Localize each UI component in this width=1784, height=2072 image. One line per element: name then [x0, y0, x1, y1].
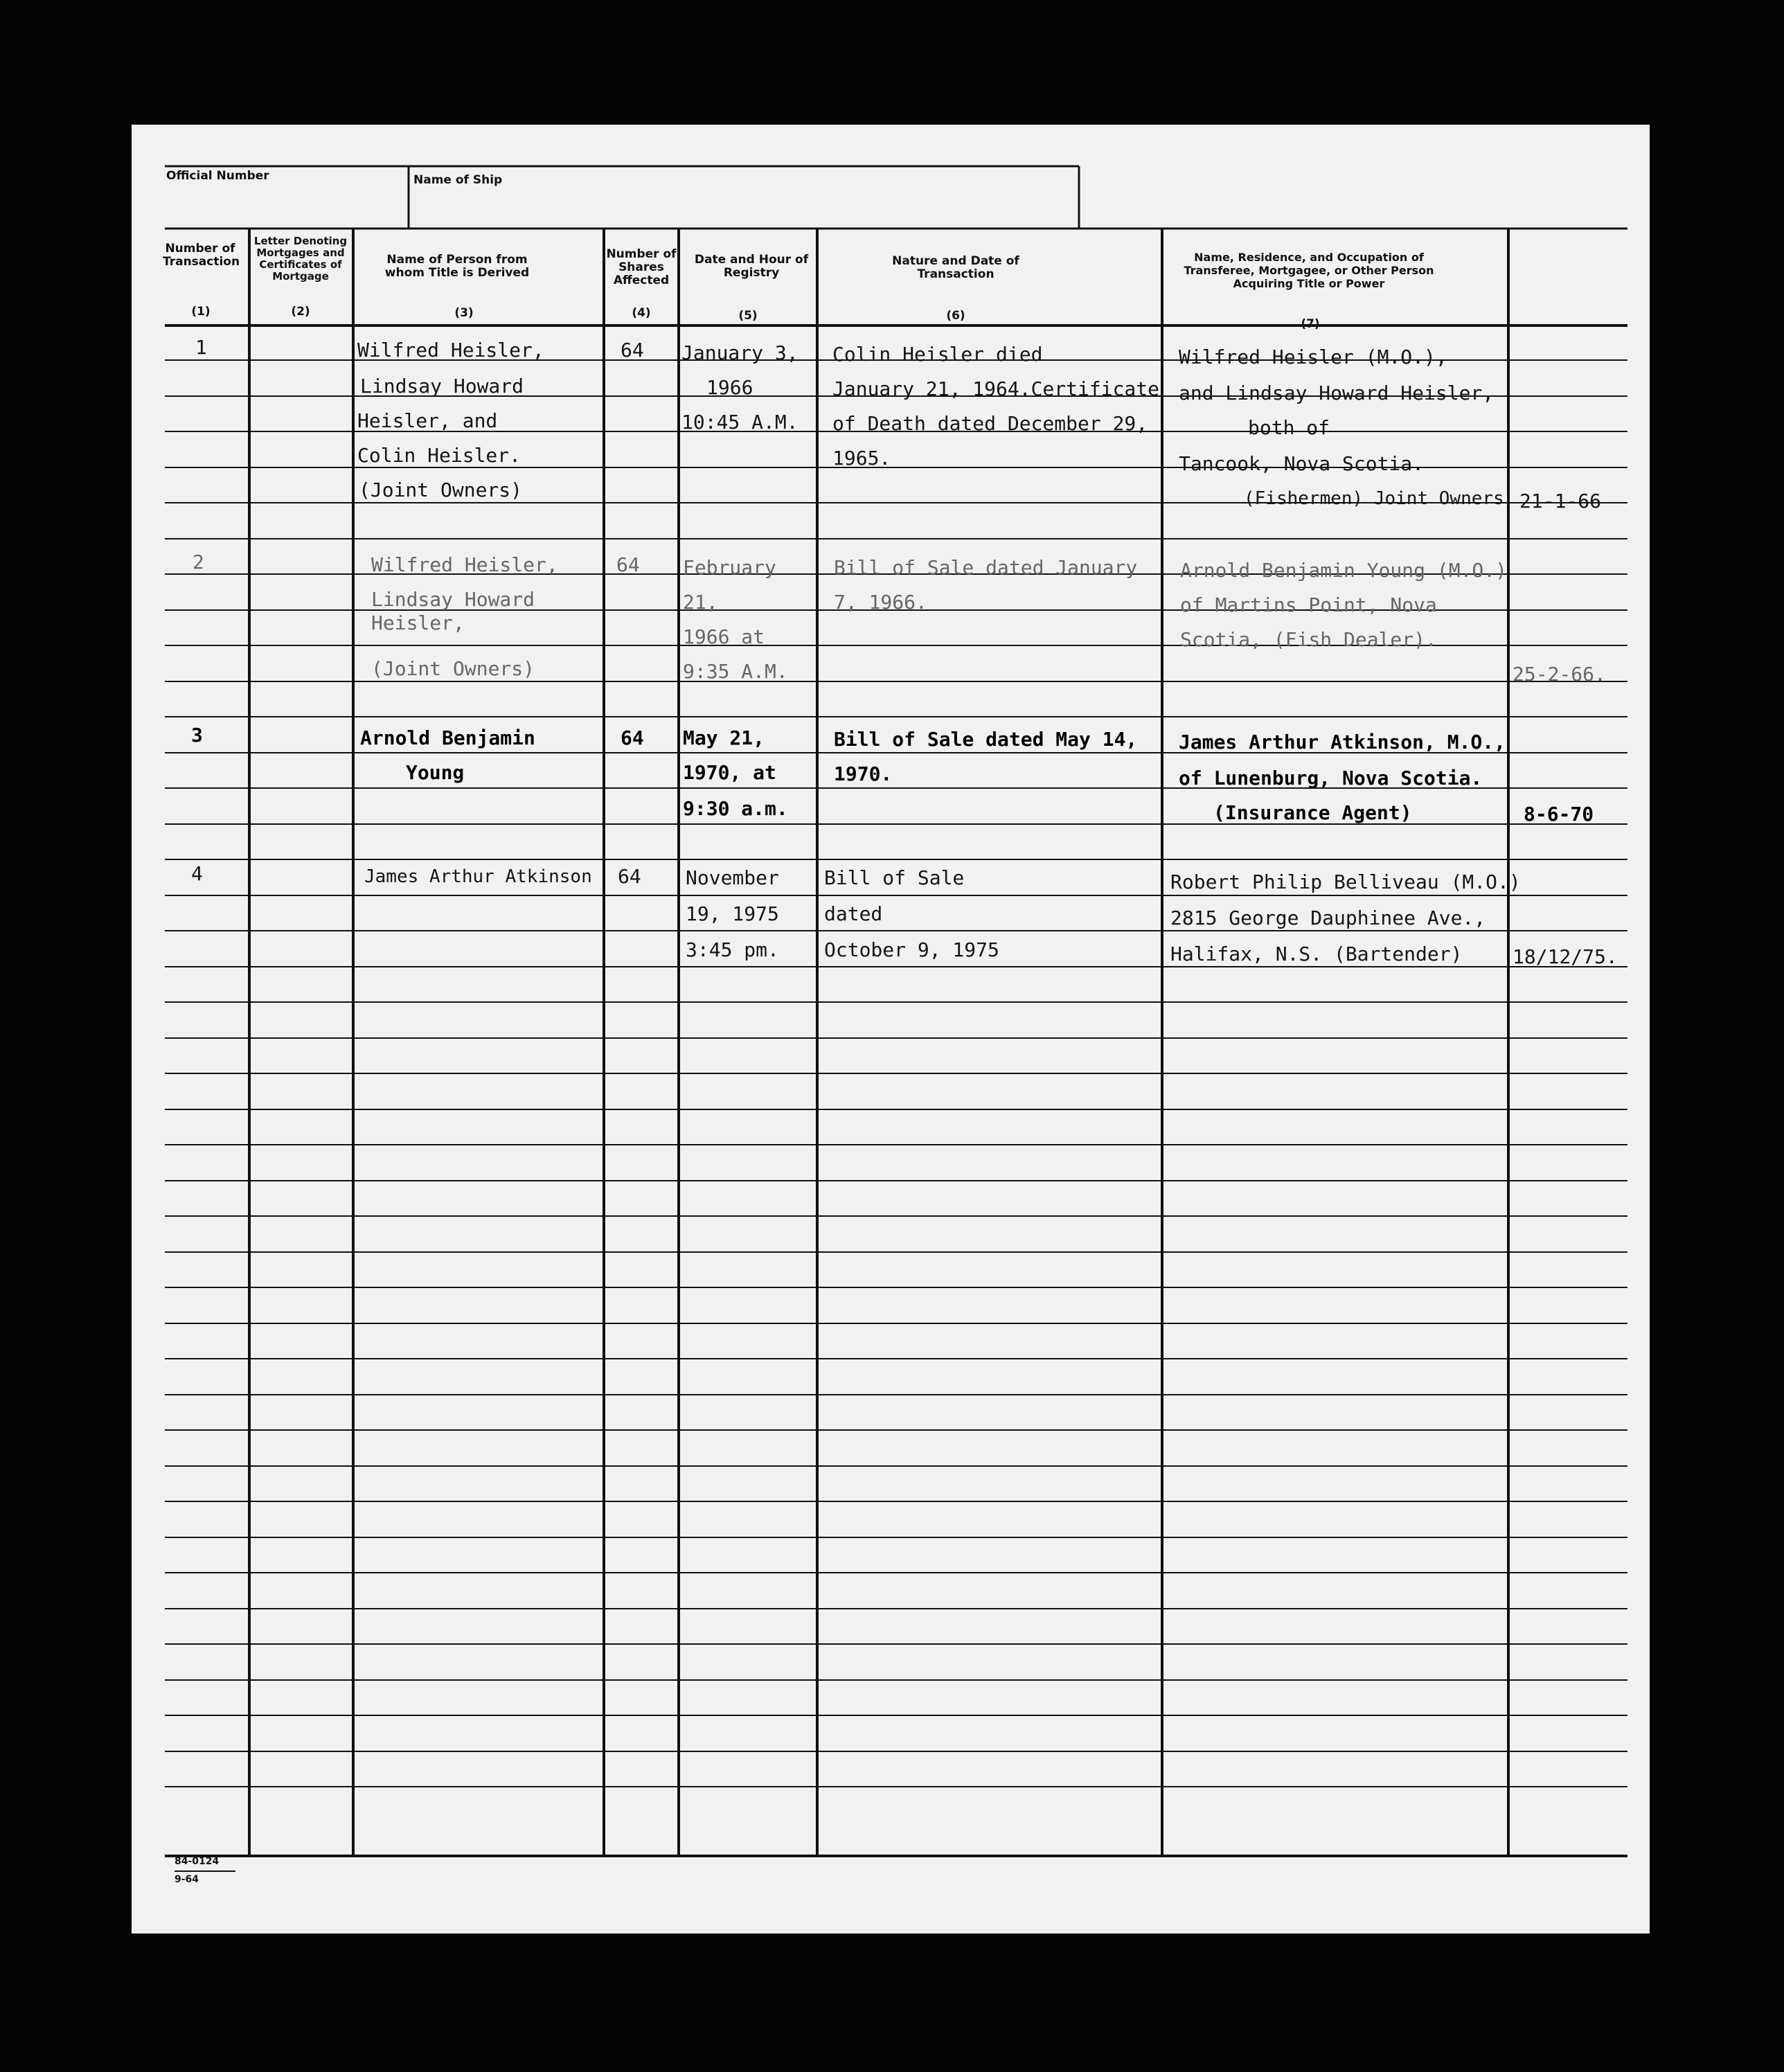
tx1-date-line: 10:45 A.M. — [681, 411, 799, 434]
col7-number: (7) — [1301, 317, 1320, 331]
tx2-shares: 64 — [616, 553, 640, 576]
tx3-date-line: 1970, at — [683, 761, 776, 784]
tx2-from-line: Wilfred Heisler, — [371, 553, 558, 576]
tx3-transferee-line: of Lunenburg, Nova Scotia. — [1179, 767, 1483, 789]
official-number-label: Official Number — [166, 169, 269, 183]
tx3-date-line: 9:30 a.m. — [683, 797, 788, 820]
tx2-date-line: 1966 at — [683, 625, 765, 648]
col6-number: (6) — [946, 309, 965, 323]
col2-header: Letter Denoting Mortgages and Certificates of Mortgage — [253, 235, 348, 283]
col1-number: (1) — [191, 305, 211, 319]
col1-header: Number of Transaction — [163, 242, 240, 269]
tx1-number: 1 — [195, 336, 207, 359]
tx4-from-line: James Arthur Atkinson — [364, 866, 592, 887]
tx2-from-line: Lindsay Howard — [371, 588, 535, 611]
tx2-from-line: (Joint Owners) — [371, 657, 535, 680]
tx1-date-line: January 3, — [681, 341, 799, 364]
tx1-from-line: (Joint Owners) — [359, 479, 523, 501]
col4-header: Number of Shares Affected — [606, 247, 677, 287]
tx2-number: 2 — [193, 551, 204, 573]
tx4-transferee-line: 2815 George Dauphinee Ave., — [1170, 906, 1486, 929]
col5-number: (5) — [738, 309, 758, 323]
tx1-nature-line: of Death dated December 29, — [832, 412, 1148, 435]
tx4-date-line: 3:45 pm. — [686, 938, 779, 961]
tx3-transferee-line: James Arthur Atkinson, M.O., — [1179, 731, 1506, 753]
tx4-date-line: 19, 1975 — [686, 902, 779, 925]
tx4-nature-line: October 9, 1975 — [824, 938, 999, 961]
tx1-shares: 64 — [621, 339, 644, 361]
tx4-nature-line: dated — [824, 902, 883, 925]
form-revision: 9-64 — [175, 1874, 199, 1885]
tx3-date-line: May 21, — [683, 726, 765, 749]
tx1-nature-line: 1965. — [832, 447, 891, 470]
tx1-date-line: 1966 — [706, 376, 753, 399]
ship-name-label: Name of Ship — [413, 173, 503, 187]
tx4-shares: 64 — [618, 865, 641, 888]
tx4-number: 4 — [191, 862, 203, 885]
col6-header: Nature and Date of Transaction — [892, 254, 1019, 281]
tx1-transferee-line: both of — [1248, 416, 1330, 439]
tx3-transferee-line: (Insurance Agent) — [1213, 801, 1412, 824]
tx4-transferee-line: Halifax, N.S. (Bartender) — [1170, 943, 1463, 965]
tx4-date-line: November — [686, 866, 779, 889]
tx4-registered: 18/12/75. — [1513, 945, 1618, 968]
tx1-nature-line: Colin Heisler died — [832, 343, 1043, 366]
tx1-from-line: Colin Heisler. — [357, 444, 521, 467]
tx1-from-line: Heisler, and — [357, 409, 498, 432]
col5-header: Date and Hour of Registry — [694, 253, 809, 280]
tx1-nature-line: January 21, 1964.Certificate — [832, 377, 1160, 400]
col3-number: (3) — [454, 306, 474, 320]
tx2-date-line: February — [683, 556, 776, 579]
tx2-from-line: Heisler, — [371, 611, 465, 634]
tx1-transferee-line: Wilfred Heisler (M.O.), — [1179, 346, 1447, 368]
tx1-from-line: Wilfred Heisler, — [357, 339, 544, 361]
tx1-transferee-line: (Fishermen) Joint Owners — [1244, 488, 1504, 509]
tx4-nature-line: Bill of Sale — [824, 866, 965, 889]
tx2-date-line: 9:35 A.M. — [683, 660, 788, 683]
form-number: 84-0124 — [175, 1856, 220, 1867]
tx3-nature-line: Bill of Sale dated May 14, — [834, 728, 1138, 751]
tx1-transferee-line: Tancook, Nova Scotia. — [1179, 452, 1425, 475]
tx1-registered: 21-1-66 — [1519, 490, 1602, 512]
tx2-nature-line: 7, 1966. — [834, 591, 927, 614]
tx3-nature-line: 1970. — [834, 762, 893, 785]
register-page — [132, 125, 1650, 1933]
tx3-registered: 8-6-70 — [1524, 803, 1594, 825]
tx2-transferee-line: Arnold Benjamin Young (M.O.) — [1180, 559, 1508, 582]
col7-header: Name, Residence, and Occupation of Transferee, Mortgagee, or Other Person Acquiring Title or Power — [1184, 251, 1434, 290]
tx3-shares: 64 — [621, 726, 644, 749]
col3-header: Name of Person from whom Title is Derived — [384, 253, 530, 280]
col4-number: (4) — [632, 306, 651, 320]
col2-number: (2) — [291, 305, 310, 319]
tx3-number: 3 — [191, 724, 203, 747]
tx4-transferee-line: Robert Philip Belliveau (M.O.) — [1170, 870, 1521, 893]
tx2-nature-line: Bill of Sale dated January — [834, 556, 1138, 579]
tx2-transferee-line: Scotia, (Fish Dealer). — [1180, 628, 1437, 651]
tx2-registered: 25-2-66. — [1513, 663, 1606, 686]
tx3-from-line: Young — [406, 761, 465, 784]
tx1-from-line: Lindsay Howard — [360, 375, 524, 398]
tx1-transferee-line: and Lindsay Howard Heisler, — [1179, 382, 1495, 404]
tx2-date-line: 21, — [683, 591, 718, 614]
tx3-from-line: Arnold Benjamin — [360, 726, 535, 749]
tx2-transferee-line: of Martins Point, Nova — [1180, 593, 1437, 616]
